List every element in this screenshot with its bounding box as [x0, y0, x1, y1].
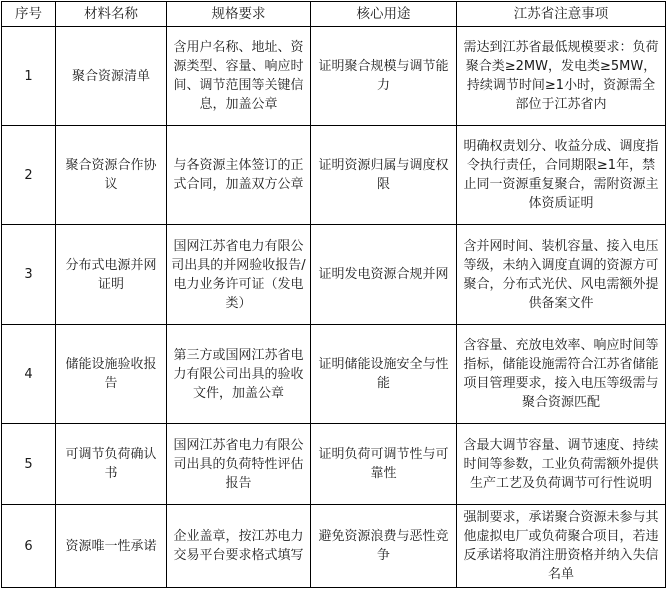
row-core-use: 证明负荷可调节性与可靠性: [311, 424, 457, 505]
table-row: [2, 27, 666, 126]
row-spec: 含用户名称、地址、资源类型、容量、响应时间、调节范围等关键信息，加盖公章: [167, 27, 311, 126]
table-row: [2, 424, 666, 505]
header-spec: 规格要求: [167, 2, 311, 27]
row-core-use: 证明聚合规模与调节能力: [311, 27, 457, 126]
row-seq: 6: [2, 505, 56, 588]
requirements-table: [1, 1, 666, 588]
row-jiangsu-note: 含并网时间、装机容量、接入电压等级，未纳入调度直调的资源方可聚合，分布式光伏、风电需额外提供备案文件: [457, 225, 666, 325]
header-material-name: 材料名称: [56, 2, 167, 27]
row-core-use: 证明发电资源合规并网: [311, 225, 457, 325]
row-seq: 1: [2, 27, 56, 126]
row-jiangsu-note: 含最大调节容量、调节速度、持续时间等参数，工业负荷需额外提供生产工艺及负荷调节可行性说明: [457, 424, 666, 505]
table-header-row: [2, 2, 666, 27]
row-spec: 国网江苏省电力有限公司出具的负荷特性评估报告: [167, 424, 311, 505]
row-jiangsu-note: 需达到江苏省最低规模要求：负荷聚合类≥2MW，发电类≥5MW，持续调节时间≥1小时，资源需全部位于江苏省内: [457, 27, 666, 126]
row-core-use: 证明资源归属与调度权限: [311, 126, 457, 225]
table-row: [2, 505, 666, 588]
header-jiangsu-notes: 江苏省注意事项: [457, 2, 666, 27]
table-row: [2, 325, 666, 424]
row-spec: 第三方或国网江苏省电力有限公司出具的验收文件，加盖公章: [167, 325, 311, 424]
row-spec: 与各资源主体签订的正式合同，加盖双方公章: [167, 126, 311, 225]
header-seq: 序号: [2, 2, 56, 27]
row-jiangsu-note: 明确权责划分、收益分成、调度指令执行责任，合同期限≥1年，禁止同一资源重复聚合，需附资源主体资质证明: [457, 126, 666, 225]
row-seq: 2: [2, 126, 56, 225]
row-material-name: 聚合资源清单: [56, 27, 167, 126]
header-core-use: 核心用途: [311, 2, 457, 27]
row-seq: 3: [2, 225, 56, 325]
row-material-name: 资源唯一性承诺: [56, 505, 167, 588]
row-jiangsu-note: 强制要求，承诺聚合资源未参与其他虚拟电厂或负荷聚合项目，若违反承诺将取消注册资格并纳入失信名单: [457, 505, 666, 588]
row-spec: 国网江苏省电力有限公司出具的并网验收报告/电力业务许可证（发电类）: [167, 225, 311, 325]
row-material-name: 分布式电源并网证明: [56, 225, 167, 325]
row-material-name: 可调节负荷确认书: [56, 424, 167, 505]
table-row: [2, 225, 666, 325]
table-row: [2, 126, 666, 225]
row-jiangsu-note: 含容量、充放电效率、响应时间等指标，储能设施需符合江苏省储能项目管理要求，接入电压等级需与聚合资源匹配: [457, 325, 666, 424]
row-seq: 5: [2, 424, 56, 505]
row-material-name: 储能设施验收报告: [56, 325, 167, 424]
row-core-use: 证明储能设施安全与性能: [311, 325, 457, 424]
row-spec: 企业盖章，按江苏电力交易平台要求格式填写: [167, 505, 311, 588]
row-core-use: 避免资源浪费与恶性竞争: [311, 505, 457, 588]
row-seq: 4: [2, 325, 56, 424]
row-material-name: 聚合资源合作协议: [56, 126, 167, 225]
